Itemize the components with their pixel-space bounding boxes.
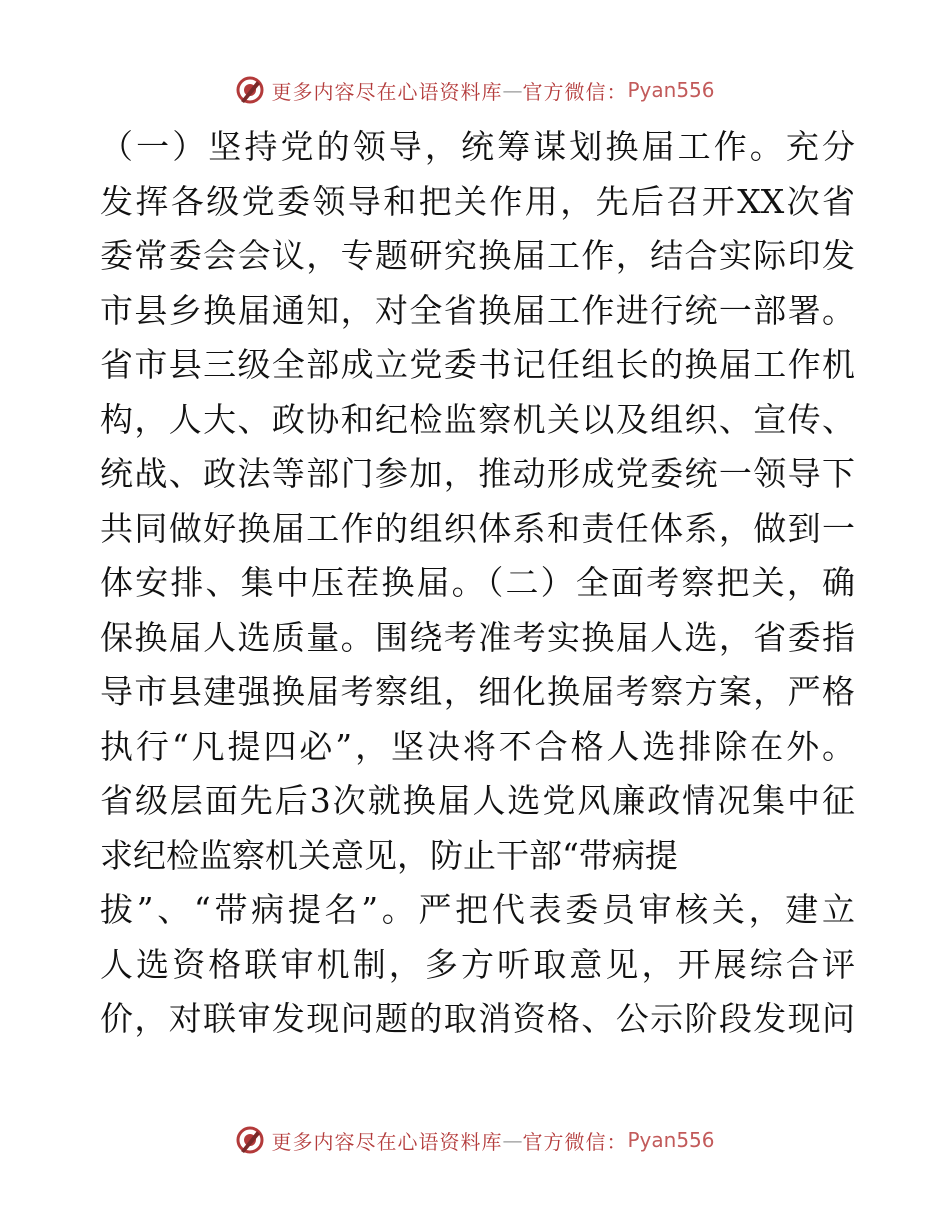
watermark-label: 官方微信：: [522, 79, 628, 104]
body-line: 市县乡换届通知，对全省换届工作进行统一部署。: [100, 290, 855, 330]
body-line: 导市县建强换届考察组，细化换届考察方案，严格: [100, 672, 855, 711]
body-line: 求纪检监察机关意见，防止干部“带病提: [100, 835, 678, 875]
body-line: 人选资格联审机制，多方听取意见，开展综合评: [100, 944, 855, 984]
body-line: 委常委会会议，专题研究换届工作，结合实际印发: [100, 236, 855, 275]
body-line: 执行“凡提四必”，坚决将不合格人选排除在外。: [100, 726, 855, 766]
footer-watermark: [0, 1118, 950, 1162]
watermark-handle: Pyan556: [627, 78, 715, 102]
pen-logo-icon: [235, 1125, 265, 1155]
body-line: 省级层面先后3次就换届人选党风廉政情况集中征: [100, 781, 855, 820]
body-line: 共同做好换届工作的组织体系和责任体系，做到一: [100, 508, 855, 548]
watermark-dash: —: [502, 1128, 523, 1152]
body-line: 价，对联审发现问题的取消资格、公示阶段发现问: [100, 999, 855, 1038]
body-line: 体安排、集中压茬换届。（二）全面考察把关，确: [100, 563, 855, 602]
body-line: 统战、政法等部门参加，推动形成党委统一领导下: [100, 454, 855, 493]
watermark-dash: —: [502, 78, 523, 102]
body-line: 发挥各级党委领导和把关作用，先后召开XX次省: [100, 181, 855, 221]
body-line: 省市县三级全部成立党委书记任组长的换届工作机: [100, 345, 855, 384]
body-line: （一）坚持党的领导，统筹谋划换届工作。充分: [100, 127, 855, 166]
body-line: 拔”、“带病提名”。严把代表委员审核关，建立: [100, 890, 855, 929]
watermark-handle: Pyan556: [627, 1128, 715, 1152]
body-line: 保换届人选质量。围绕考准考实换届人选，省委指: [100, 617, 855, 657]
body-line: 构，人大、政协和纪检监察机关以及组织、宣传、: [100, 399, 855, 439]
pen-logo-icon: [235, 75, 265, 105]
header-watermark: [0, 68, 950, 112]
watermark-text: 更多内容尽在心语资料库: [271, 79, 503, 104]
document-body: [100, 120, 855, 1047]
watermark-text: 更多内容尽在心语资料库: [271, 1129, 503, 1154]
watermark-label: 官方微信：: [522, 1129, 628, 1154]
